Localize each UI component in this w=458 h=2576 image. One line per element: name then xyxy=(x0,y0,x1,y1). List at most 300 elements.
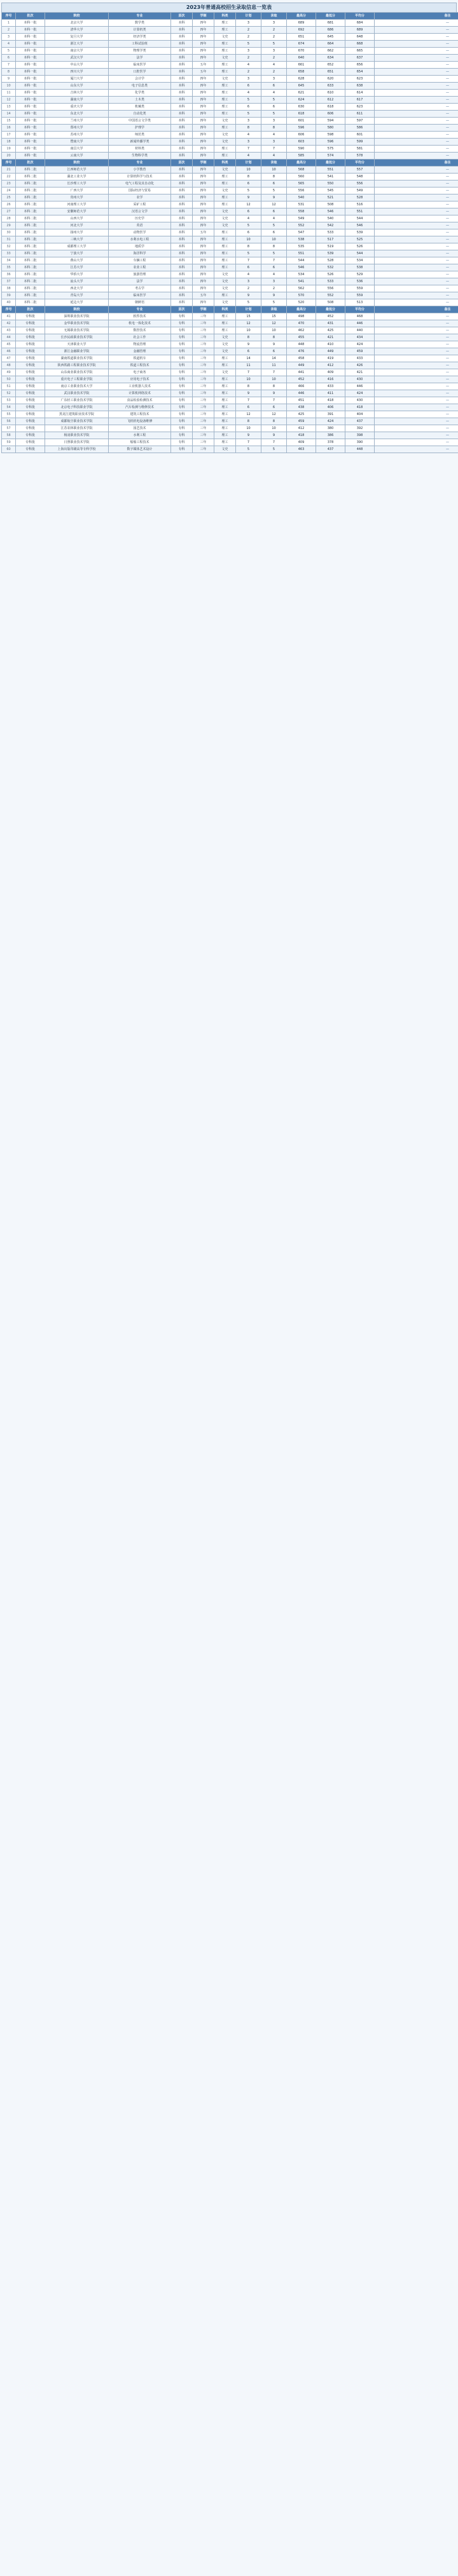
cell-batch: 本科一批 xyxy=(16,27,45,34)
cell-batch: 专科批 xyxy=(16,348,45,355)
cell-min: 419 xyxy=(316,355,345,362)
cell-note: — xyxy=(375,76,458,83)
cell-note: — xyxy=(375,418,458,425)
table-row xyxy=(2,111,458,118)
cell-note: — xyxy=(375,48,458,55)
cell-category: 文史 xyxy=(214,215,236,222)
cell-batch: 本科二批 xyxy=(16,222,45,229)
cell-min: 681 xyxy=(316,20,345,27)
cell-admitted: 2 xyxy=(261,34,287,41)
cell-admitted: 3 xyxy=(261,76,287,83)
cell-avg: 637 xyxy=(345,55,375,62)
cell-school: 重庆大学 xyxy=(45,104,109,111)
cell-plan: 6 xyxy=(236,404,261,411)
cell-category: 文史 xyxy=(214,34,236,41)
cell-note: — xyxy=(375,222,458,229)
cell-duration: 三年 xyxy=(193,320,214,327)
column-header-plan: 计划 xyxy=(236,306,261,313)
cell-avg: 638 xyxy=(345,83,375,90)
cell-batch: 本科一批 xyxy=(16,69,45,76)
cell-plan: 2 xyxy=(236,285,261,292)
table-row xyxy=(2,104,458,111)
cell-batch: 本科一批 xyxy=(16,20,45,27)
cell-duration: 三年 xyxy=(193,446,214,453)
column-header-duration: 学制 xyxy=(193,306,214,313)
document-page xyxy=(1,0,457,453)
cell-min: 406 xyxy=(316,404,345,411)
cell-school: 广东轻工职业技术学院 xyxy=(45,397,109,404)
cell-category: 理工 xyxy=(214,181,236,187)
cell-plan: 6 xyxy=(236,264,261,271)
cell-index: 13 xyxy=(2,104,16,111)
cell-duration: 四年 xyxy=(193,208,214,215)
cell-major: 铁道机车 xyxy=(109,355,171,362)
cell-admitted: 3 xyxy=(261,278,287,285)
cell-note: — xyxy=(375,208,458,215)
cell-level: 本科 xyxy=(171,201,193,208)
cell-admitted: 8 xyxy=(261,418,287,425)
cell-admitted: 6 xyxy=(261,229,287,236)
table-row xyxy=(2,432,458,439)
cell-batch: 专科批 xyxy=(16,355,45,362)
cell-school: 江苏农林职业技术学院 xyxy=(45,425,109,432)
cell-school: 广西大学 xyxy=(45,187,109,194)
column-header-index: 序号 xyxy=(2,13,16,20)
cell-note: — xyxy=(375,83,458,90)
cell-admitted: 5 xyxy=(261,299,287,306)
cell-major: 土木类 xyxy=(109,97,171,104)
cell-batch: 专科批 xyxy=(16,341,45,348)
cell-school: 江苏大学 xyxy=(45,264,109,271)
cell-admitted: 10 xyxy=(261,425,287,432)
cell-batch: 本科一批 xyxy=(16,104,45,111)
cell-note: — xyxy=(375,90,458,97)
cell-category: 文史 xyxy=(214,271,236,278)
cell-index: 48 xyxy=(2,362,16,369)
table-row xyxy=(2,334,458,341)
cell-admitted: 5 xyxy=(261,187,287,194)
cell-admitted: 12 xyxy=(261,201,287,208)
cell-note: — xyxy=(375,215,458,222)
cell-duration: 四年 xyxy=(193,55,214,62)
cell-batch: 专科批 xyxy=(16,376,45,383)
cell-school: 贵州大学 xyxy=(45,194,109,201)
cell-index: 39 xyxy=(2,292,16,299)
cell-min: 433 xyxy=(316,383,345,390)
cell-index: 27 xyxy=(2,208,16,215)
cell-school: 西北大学 xyxy=(45,285,109,292)
cell-avg: 446 xyxy=(345,383,375,390)
table-row xyxy=(2,146,458,153)
cell-min: 452 xyxy=(316,313,345,320)
cell-plan: 5 xyxy=(236,111,261,118)
cell-avg: 546 xyxy=(345,222,375,229)
cell-school: 湖南铁道职业技术学院 xyxy=(45,355,109,362)
cell-duration: 四年 xyxy=(193,243,214,250)
cell-level: 专科 xyxy=(171,411,193,418)
table-row xyxy=(2,383,458,390)
cell-avg: 597 xyxy=(345,118,375,125)
cell-index: 46 xyxy=(2,348,16,355)
cell-plan: 5 xyxy=(236,97,261,104)
cell-max: 596 xyxy=(287,125,316,132)
cell-level: 专科 xyxy=(171,376,193,383)
cell-index: 45 xyxy=(2,341,16,348)
cell-admitted: 4 xyxy=(261,215,287,222)
cell-school: 三峡大学 xyxy=(45,236,109,243)
cell-min: 519 xyxy=(316,243,345,250)
cell-admitted: 5 xyxy=(261,250,287,257)
cell-min: 532 xyxy=(316,264,345,271)
cell-duration: 三年 xyxy=(193,439,214,446)
table-row xyxy=(2,132,458,139)
cell-plan: 2 xyxy=(236,34,261,41)
column-header-level: 层次 xyxy=(171,160,193,167)
cell-duration: 三年 xyxy=(193,348,214,355)
cell-duration: 四年 xyxy=(193,201,214,208)
column-header-major: 专业 xyxy=(109,13,171,20)
cell-major: 数学类 xyxy=(109,20,171,27)
cell-category: 理工 xyxy=(214,327,236,334)
cell-avg: 404 xyxy=(345,411,375,418)
cell-duration: 三年 xyxy=(193,418,214,425)
cell-max: 552 xyxy=(287,222,316,229)
cell-category: 理工 xyxy=(214,418,236,425)
table-row xyxy=(2,76,458,83)
cell-avg: 586 xyxy=(345,125,375,132)
cell-avg: 656 xyxy=(345,62,375,69)
cell-avg: 426 xyxy=(345,362,375,369)
cell-major: 农业工程 xyxy=(109,264,171,271)
cell-avg: 538 xyxy=(345,264,375,271)
cell-major: 工科试验班 xyxy=(109,41,171,48)
cell-category: 文史 xyxy=(214,118,236,125)
cell-min: 552 xyxy=(316,292,345,299)
cell-major: 法学 xyxy=(109,55,171,62)
cell-max: 603 xyxy=(287,139,316,146)
cell-duration: 四年 xyxy=(193,153,214,160)
cell-plan: 7 xyxy=(236,439,261,446)
column-header-min: 最低分 xyxy=(316,13,345,20)
cell-category: 文史 xyxy=(214,278,236,285)
table-row xyxy=(2,181,458,187)
cell-duration: 四年 xyxy=(193,34,214,41)
cell-admitted: 3 xyxy=(261,118,287,125)
cell-max: 535 xyxy=(287,243,316,250)
cell-avg: 536 xyxy=(345,278,375,285)
cell-plan: 3 xyxy=(236,278,261,285)
cell-admitted: 7 xyxy=(261,439,287,446)
table-row xyxy=(2,174,458,181)
cell-batch: 本科二批 xyxy=(16,292,45,299)
cell-school: 无锡职业技术学院 xyxy=(45,327,109,334)
cell-batch: 本科二批 xyxy=(16,257,45,264)
cell-min: 380 xyxy=(316,425,345,432)
cell-category: 理工 xyxy=(214,27,236,34)
cell-school: 清华大学 xyxy=(45,27,109,34)
cell-major: 采矿工程 xyxy=(109,201,171,208)
cell-level: 本科 xyxy=(171,229,193,236)
cell-avg: 544 xyxy=(345,250,375,257)
cell-plan: 10 xyxy=(236,236,261,243)
cell-index: 59 xyxy=(2,439,16,446)
cell-min: 437 xyxy=(316,446,345,453)
cell-duration: 三年 xyxy=(193,341,214,348)
cell-duration: 四年 xyxy=(193,111,214,118)
cell-admitted: 12 xyxy=(261,411,287,418)
cell-avg: 418 xyxy=(345,404,375,411)
cell-note: — xyxy=(375,167,458,174)
cell-school: 山东商业职业技术学院 xyxy=(45,369,109,376)
cell-admitted: 7 xyxy=(261,146,287,153)
cell-max: 624 xyxy=(287,97,316,104)
cell-level: 本科 xyxy=(171,167,193,174)
cell-note: — xyxy=(375,250,458,257)
cell-admitted: 9 xyxy=(261,194,287,201)
table-row xyxy=(2,187,458,194)
cell-min: 431 xyxy=(316,320,345,327)
cell-batch: 专科批 xyxy=(16,369,45,376)
table-row xyxy=(2,62,458,69)
table-row xyxy=(2,278,458,285)
cell-max: 446 xyxy=(287,390,316,397)
column-header-major: 专业 xyxy=(109,306,171,313)
cell-batch: 专科批 xyxy=(16,334,45,341)
cell-batch: 本科一批 xyxy=(16,139,45,146)
cell-min: 533 xyxy=(316,278,345,285)
cell-level: 本科 xyxy=(171,111,193,118)
cell-index: 34 xyxy=(2,257,16,264)
cell-duration: 五年 xyxy=(193,229,214,236)
cell-batch: 专科批 xyxy=(16,390,45,397)
cell-major: 临床医学 xyxy=(109,292,171,299)
cell-school: 河北大学 xyxy=(45,222,109,229)
cell-admitted: 5 xyxy=(261,222,287,229)
column-header-level: 层次 xyxy=(171,306,193,313)
cell-admitted: 8 xyxy=(261,334,287,341)
cell-batch: 专科批 xyxy=(16,383,45,390)
cell-admitted: 3 xyxy=(261,139,287,146)
cell-max: 546 xyxy=(287,264,316,271)
cell-min: 545 xyxy=(316,187,345,194)
cell-duration: 四年 xyxy=(193,83,214,90)
cell-category: 理工 xyxy=(214,439,236,446)
cell-school: 延边大学 xyxy=(45,299,109,306)
cell-duration: 五年 xyxy=(193,69,214,76)
cell-min: 633 xyxy=(316,83,345,90)
cell-plan: 3 xyxy=(236,48,261,55)
cell-major: 电子信息类 xyxy=(109,83,171,90)
cell-batch: 本科二批 xyxy=(16,208,45,215)
cell-note: — xyxy=(375,34,458,41)
cell-batch: 专科批 xyxy=(16,446,45,453)
cell-avg: 529 xyxy=(345,271,375,278)
cell-min: 410 xyxy=(316,341,345,348)
cell-max: 540 xyxy=(287,194,316,201)
cell-index: 15 xyxy=(2,118,16,125)
table-row xyxy=(2,418,458,425)
table-row xyxy=(2,125,458,132)
cell-max: 541 xyxy=(287,278,316,285)
cell-index: 28 xyxy=(2,215,16,222)
cell-level: 本科 xyxy=(171,55,193,62)
cell-index: 31 xyxy=(2,236,16,243)
document-title: 2023年普通高校招生录取信息一览表 xyxy=(1,3,457,12)
cell-max: 628 xyxy=(287,76,316,83)
cell-plan: 3 xyxy=(236,118,261,125)
cell-major: 电子商务 xyxy=(109,369,171,376)
cell-duration: 四年 xyxy=(193,194,214,201)
cell-note: — xyxy=(375,292,458,299)
cell-major: 食品检验检测技术 xyxy=(109,397,171,404)
cell-duration: 三年 xyxy=(193,313,214,320)
cell-major: 工业机器人技术 xyxy=(109,383,171,390)
cell-admitted: 4 xyxy=(261,62,287,69)
cell-admitted: 10 xyxy=(261,327,287,334)
cell-max: 549 xyxy=(287,215,316,222)
table-row xyxy=(2,215,458,222)
cell-level: 本科 xyxy=(171,90,193,97)
cell-index: 55 xyxy=(2,411,16,418)
cell-min: 517 xyxy=(316,236,345,243)
cell-major: 旅游管理 xyxy=(109,271,171,278)
cell-batch: 本科一批 xyxy=(16,97,45,104)
column-header-school: 院校 xyxy=(45,13,109,20)
cell-max: 560 xyxy=(287,174,316,181)
cell-min: 664 xyxy=(316,41,345,48)
cell-batch: 本科二批 xyxy=(16,271,45,278)
cell-max: 558 xyxy=(287,208,316,215)
table-header-row xyxy=(2,160,458,167)
column-header-school: 院校 xyxy=(45,306,109,313)
table-row xyxy=(2,167,458,174)
cell-batch: 本科一批 xyxy=(16,118,45,125)
cell-plan: 3 xyxy=(236,20,261,27)
cell-min: 618 xyxy=(316,104,345,111)
cell-batch: 本科一批 xyxy=(16,90,45,97)
cell-major: 材料类 xyxy=(109,146,171,153)
cell-min: 662 xyxy=(316,48,345,55)
cell-index: 52 xyxy=(2,390,16,397)
cell-batch: 专科批 xyxy=(16,397,45,404)
cell-min: 411 xyxy=(316,390,345,397)
cell-max: 463 xyxy=(287,446,316,453)
cell-plan: 5 xyxy=(236,222,261,229)
cell-avg: 611 xyxy=(345,111,375,118)
cell-note: — xyxy=(375,299,458,306)
cell-level: 专科 xyxy=(171,446,193,453)
column-header-note: 备注 xyxy=(375,306,458,313)
cell-min: 539 xyxy=(316,250,345,257)
cell-category: 理工 xyxy=(214,355,236,362)
cell-avg: 544 xyxy=(345,215,375,222)
cell-category: 理工 xyxy=(214,292,236,299)
cell-major: 自动化类 xyxy=(109,111,171,118)
cell-index: 2 xyxy=(2,27,16,34)
cell-admitted: 4 xyxy=(261,271,287,278)
cell-category: 理工 xyxy=(214,404,236,411)
cell-max: 458 xyxy=(287,355,316,362)
cell-index: 20 xyxy=(2,153,16,160)
cell-index: 56 xyxy=(2,418,16,425)
cell-plan: 8 xyxy=(236,334,261,341)
cell-duration: 四年 xyxy=(193,250,214,257)
cell-plan: 7 xyxy=(236,397,261,404)
cell-level: 本科 xyxy=(171,153,193,160)
cell-note: — xyxy=(375,104,458,111)
column-header-admitted: 录取 xyxy=(261,13,287,20)
cell-category: 理工 xyxy=(214,104,236,111)
cell-avg: 614 xyxy=(345,90,375,97)
cell-plan: 3 xyxy=(236,76,261,83)
cell-category: 理工 xyxy=(214,97,236,104)
cell-avg: 557 xyxy=(345,167,375,174)
cell-min: 556 xyxy=(316,285,345,292)
cell-batch: 专科批 xyxy=(16,418,45,425)
cell-category: 理工 xyxy=(214,243,236,250)
cell-level: 本科 xyxy=(171,48,193,55)
cell-level: 本科 xyxy=(171,236,193,243)
cell-note: — xyxy=(375,341,458,348)
cell-batch: 专科批 xyxy=(16,320,45,327)
cell-admitted: 5 xyxy=(261,446,287,453)
cell-duration: 四年 xyxy=(193,41,214,48)
cell-plan: 2 xyxy=(236,55,261,62)
cell-level: 本科 xyxy=(171,125,193,132)
cell-max: 466 xyxy=(287,383,316,390)
table-row xyxy=(2,27,458,34)
cell-note: — xyxy=(375,194,458,201)
cell-batch: 本科一批 xyxy=(16,146,45,153)
cell-duration: 三年 xyxy=(193,334,214,341)
cell-min: 546 xyxy=(316,208,345,215)
cell-duration: 五年 xyxy=(193,62,214,69)
cell-index: 37 xyxy=(2,278,16,285)
table-row xyxy=(2,390,458,397)
cell-duration: 四年 xyxy=(193,257,214,264)
cell-level: 专科 xyxy=(171,397,193,404)
cell-batch: 本科一批 xyxy=(16,125,45,132)
cell-max: 520 xyxy=(287,299,316,306)
cell-category: 理工 xyxy=(214,20,236,27)
cell-plan: 7 xyxy=(236,369,261,376)
cell-plan: 4 xyxy=(236,271,261,278)
cell-school: 金华职业技术学院 xyxy=(45,320,109,327)
table-row xyxy=(2,376,458,383)
cell-batch: 本科二批 xyxy=(16,167,45,174)
cell-admitted: 5 xyxy=(261,111,287,118)
column-header-plan: 计划 xyxy=(236,160,261,167)
cell-major: 建筑工程技术 xyxy=(109,411,171,418)
cell-duration: 四年 xyxy=(193,215,214,222)
table-row xyxy=(2,341,458,348)
cell-admitted: 3 xyxy=(261,48,287,55)
cell-avg: 559 xyxy=(345,285,375,292)
column-header-batch: 批次 xyxy=(16,306,45,313)
cell-admitted: 2 xyxy=(261,55,287,62)
cell-duration: 四年 xyxy=(193,104,214,111)
cell-batch: 专科批 xyxy=(16,313,45,320)
cell-category: 理工 xyxy=(214,383,236,390)
cell-duration: 四年 xyxy=(193,146,214,153)
cell-avg: 459 xyxy=(345,348,375,355)
table-header-row xyxy=(2,13,458,20)
cell-category: 文史 xyxy=(214,334,236,341)
cell-plan: 14 xyxy=(236,355,261,362)
table-row xyxy=(2,55,458,62)
cell-avg: 581 xyxy=(345,146,375,153)
column-header-duration: 学制 xyxy=(193,13,214,20)
